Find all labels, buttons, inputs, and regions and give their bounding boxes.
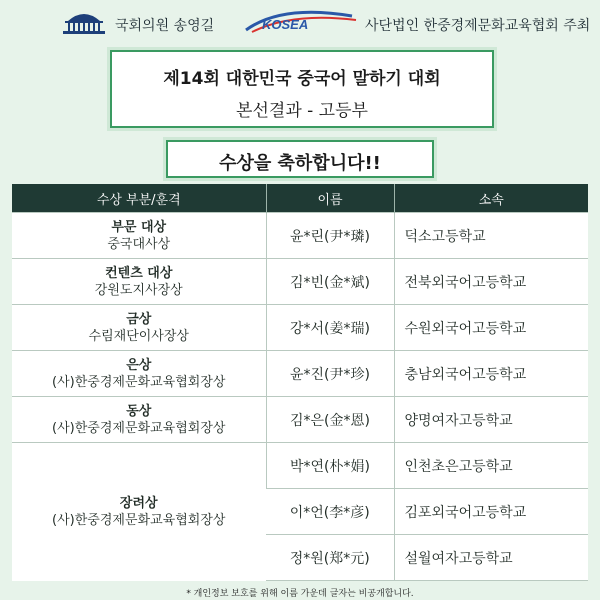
footnote: * 개인정보 보호를 위해 이름 가운데 글자는 비공개합니다. xyxy=(186,589,414,599)
award-title: 은상 xyxy=(126,357,152,373)
kosea-logo-text: KOSEA xyxy=(262,17,309,32)
winner-school: 수원외국어고등학교 xyxy=(394,305,588,351)
table-row xyxy=(12,351,588,397)
table-row xyxy=(12,259,588,305)
sponsor-name: 국회의원 송영길 xyxy=(115,18,215,34)
award-honor: 수림재단이사장상 xyxy=(88,328,189,344)
winner-name: 윤*린(尹*璘) xyxy=(266,213,394,259)
table-row xyxy=(12,305,588,351)
congrats-box xyxy=(166,140,434,178)
winner-name: 박*연(朴*娟) xyxy=(266,443,394,489)
winner-school: 전북외국어고등학교 xyxy=(394,259,588,305)
award-cell xyxy=(12,397,266,443)
kosea-logo-icon xyxy=(242,10,360,36)
page-subtitle: 본선결과 - 고등부 xyxy=(236,101,368,121)
award-cell xyxy=(12,305,266,351)
table-row xyxy=(12,443,588,489)
winner-school: 충남외국어고등학교 xyxy=(394,351,588,397)
award-honor: (사)한중경제문화교육협회장상 xyxy=(52,374,226,390)
national-assembly-logo-icon xyxy=(60,9,108,35)
award-title: 컨텐츠 대상 xyxy=(105,265,173,281)
award-cell xyxy=(12,351,266,397)
award-honor: (사)한중경제문화교육협회장상 xyxy=(52,420,226,436)
winner-name: 김*은(金*恩) xyxy=(266,397,394,443)
winner-name: 강*서(姜*瑞) xyxy=(266,305,394,351)
header-school: 소속 xyxy=(394,184,588,213)
award-cell xyxy=(12,443,266,581)
award-title: 부문 대상 xyxy=(111,219,167,235)
award-title: 동상 xyxy=(126,403,152,419)
organizer-name: 사단법인 한중경제문화교육협회 주최 xyxy=(365,18,591,34)
award-title: 장려상 xyxy=(119,495,158,511)
header xyxy=(60,6,591,40)
winner-school: 김포외국어고등학교 xyxy=(394,489,588,535)
results-table xyxy=(12,184,588,581)
title-box xyxy=(110,50,494,128)
winner-name: 김*빈(金*斌) xyxy=(266,259,394,305)
winner-name: 정*원(郑*元) xyxy=(266,535,394,581)
winner-name: 윤*진(尹*珍) xyxy=(266,351,394,397)
award-cell xyxy=(12,259,266,305)
winner-school: 덕소고등학교 xyxy=(394,213,588,259)
award-honor: 강원도지사장상 xyxy=(94,282,183,298)
winner-school: 인천초은고등학교 xyxy=(394,443,588,489)
table-row xyxy=(12,397,588,443)
winner-name: 이*언(李*彦) xyxy=(266,489,394,535)
award-honor: 중국대사상 xyxy=(107,236,171,252)
congrats-text: 수상을 축하합니다!! xyxy=(219,153,381,174)
winner-school: 양명여자고등학교 xyxy=(394,397,588,443)
award-honor: (사)한중경제문화교육협회장상 xyxy=(52,512,226,528)
header-award: 수상 부분/훈격 xyxy=(12,184,266,213)
table-header-row xyxy=(12,184,588,213)
page-title: 제14회 대한민국 중국어 말하기 대회 xyxy=(163,69,441,89)
table-row xyxy=(12,213,588,259)
award-title: 금상 xyxy=(126,311,152,327)
award-cell xyxy=(12,213,266,259)
winner-school: 설월여자고등학교 xyxy=(394,535,588,581)
header-name: 이름 xyxy=(266,184,394,213)
